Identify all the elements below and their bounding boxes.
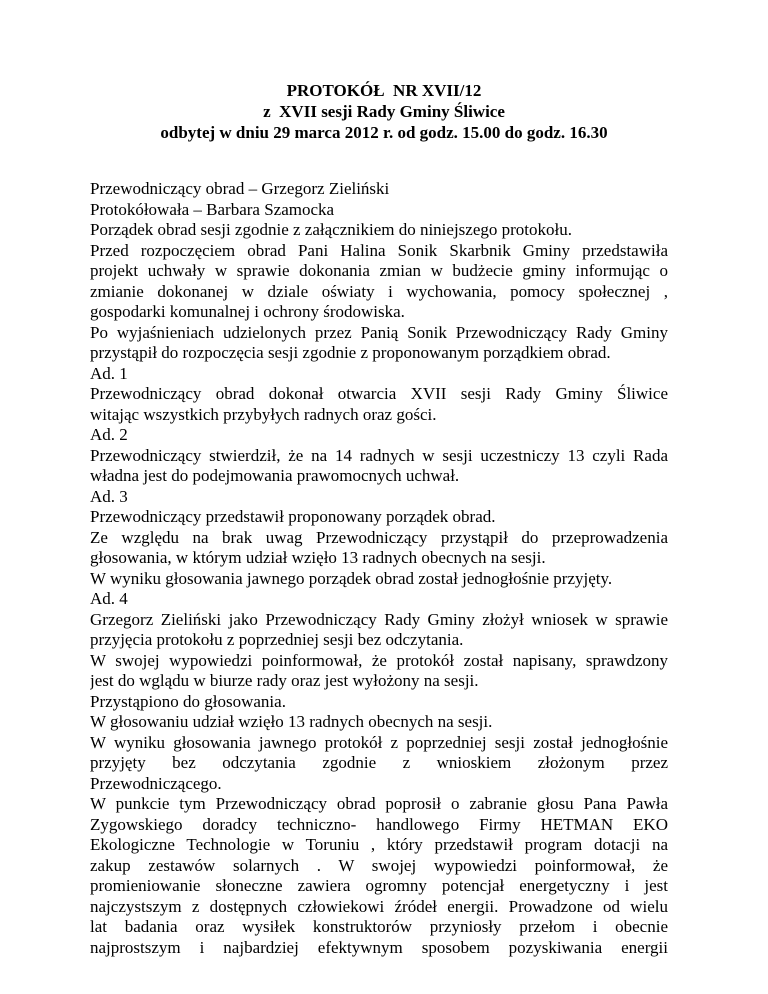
text-line: Ekologiczne Technologie w Toruniu , który przedstawił program dotacji na: [90, 835, 668, 854]
text-line: Ad. 4: [90, 589, 128, 608]
text-line: przyjęty bez odczytania zgodnie z wnioskiem złożonym przez: [90, 753, 668, 772]
text-line: Ad. 3: [90, 486, 128, 506]
text-line: jest do wglądu w biurze rady oraz jest wyłożony na sesji.: [90, 671, 479, 690]
text-line: lat badania oraz wysiłek konstruktorów przyniosły przełom i obecnie: [90, 917, 668, 936]
text-line: Przewodniczącego.: [90, 773, 222, 793]
text-line: przyjęcia protokołu z poprzedniej sesji bez odczytania.: [90, 630, 464, 649]
text-line: Porządek obrad sesji zgodnie z załącznikiem do niniejszego protokołu.: [90, 220, 572, 239]
text-line: W punkcie tym Przewodniczący obrad poprosił o zabranie głosu Pana Pawła: [90, 794, 668, 813]
text-line: Ad. 2: [90, 425, 128, 444]
text-line: Grzegorz Zieliński jako Przewodniczący Rady Gminy złożył wniosek w sprawie: [90, 609, 668, 629]
text-line: promieniowanie słoneczne zawiera ogromny potencjał energetyczny i jest: [90, 876, 668, 895]
text-line: Przewodniczący przedstawił proponowany porządek obrad.: [90, 507, 496, 526]
text-line: Przewodniczący stwierdził, że na 14 radnych w sesji uczestniczy 13 czyli Rada: [90, 445, 668, 465]
text-line: W wyniku głosowania jawnego protokół z poprzedniej sesji został jednogłośnie: [90, 732, 668, 752]
text-line: Protokółowała – Barbara Szamocka: [90, 199, 335, 219]
text-line: Przed rozpoczęciem obrad Pani Halina Sonik Skarbnik Gminy przedstawiła: [90, 240, 668, 260]
text-line: zmianie dokonanej w dziale oświaty i wychowania, pomocy społecznej ,: [90, 281, 668, 301]
text-line: głosowania, w którym udział wzięło 13 radnych obecnych na sesji.: [90, 548, 546, 567]
session-date-line: odbytej w dniu 29 marca 2012 r. od godz. 15.00 do godz. 16.30: [160, 123, 608, 142]
protocol-body: [90, 179, 668, 958]
text-line: zakup zestawów solarnych . W swojej wypowiedzi poinformował, że: [90, 855, 668, 875]
text-line: gospodarki komunalnej i ochrony środowiska.: [90, 302, 405, 321]
text-line: najprostszym i najbardziej efektywnym sposobem pozyskiwania energii: [90, 937, 668, 957]
text-line: W wyniku głosowania jawnego porządek obrad został jednogłośnie przyjęty.: [90, 568, 613, 588]
text-line: Przystąpiono do głosowania.: [90, 691, 286, 711]
text-line: władna jest do podejmowania prawomocnych uchwał.: [90, 466, 460, 485]
text-line: Po wyjaśnieniach udzielonych przez Panią Sonik Przewodniczący Rady Gminy: [90, 322, 668, 342]
text-line: witając wszystkich przybyłych radnych oraz gości.: [90, 404, 437, 424]
text-line: projekt uchwały w sprawie dokonania zmian w budżecie gminy informując o: [90, 261, 668, 280]
text-line: najczystszym z dostępnych człowiekowi źródeł energii. Prowadzone od wielu: [90, 896, 668, 916]
document-header: [0, 80, 768, 143]
text-line: przystąpił do rozpoczęcia sesji zgodnie z proponowanym porządkiem obrad.: [90, 343, 611, 362]
text-line: Przewodniczący obrad dokonał otwarcia XVII sesji Rady Gminy Śliwice: [90, 384, 668, 403]
session-title: z XVII sesji Rady Gminy Śliwice: [263, 102, 505, 121]
text-line: Zygowskiego doradcy techniczno- handlowego Firmy HETMAN EKO: [90, 814, 668, 834]
text-line: Przewodniczący obrad – Grzegorz Zieliński: [90, 179, 390, 198]
text-line: Ze względu na brak uwag Przewodniczący przystąpił do przeprowadzenia: [90, 527, 668, 547]
text-line: W swojej wypowiedzi poinformował, że protokół został napisany, sprawdzony: [90, 650, 668, 670]
text-line: Ad. 1: [90, 363, 128, 383]
protocol-number-title: PROTOKÓŁ NR XVII/12: [286, 81, 482, 100]
text-line: W głosowaniu udział wzięło 13 radnych obecnych na sesji.: [90, 712, 493, 731]
